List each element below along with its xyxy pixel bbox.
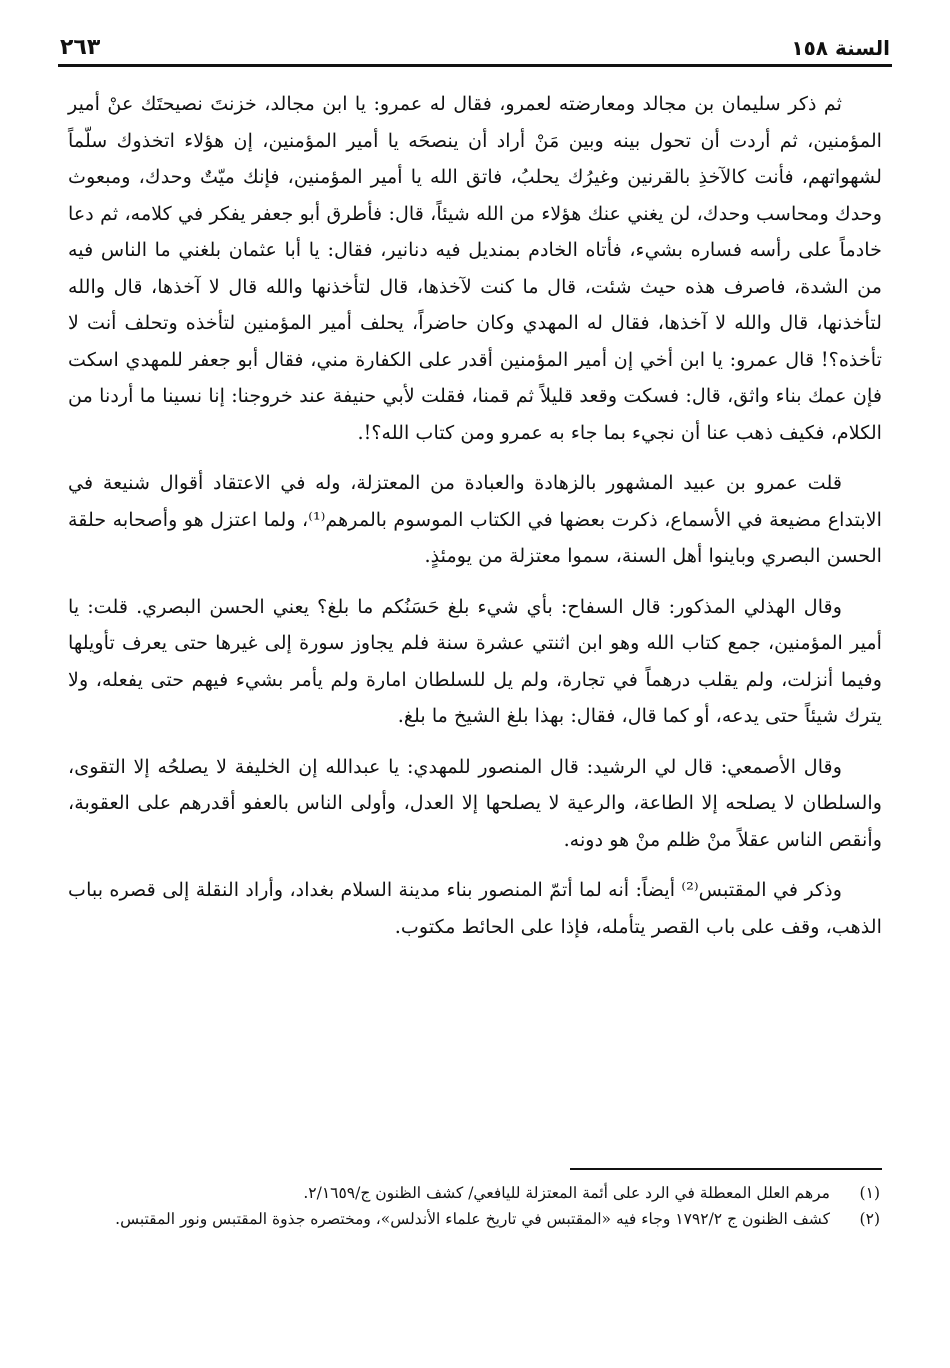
- paragraph: وقال الأصمعي: قال لي الرشيد: قال المنصور للمهدي: يا عبدالله إن الخليفة لا يصلحُه إلا التقوى، والسلطان لا يصلحه إلا الطاعة، والرعية لا يصلحها إلا العدل، وأولى الناس بالعفو أقدرهم على العقوبة، وأنقص الناس عقلاً منْ ظلم منْ هو دونه.: [68, 754, 882, 851]
- main-text: [68, 86, 882, 945]
- running-title: السنة ١٥٨: [791, 36, 890, 60]
- paragraph: وذكر في المقتبس⁽²⁾ أيضاً: أنه لما أتمّ المنصور بناء مدينة السلام بغداد، وأراد النقلة إلى قصره بباب الذهب، وقف على باب القصر يتأمله، فإذا على الحائط مكتوب.: [68, 878, 882, 938]
- footnote-number: (١): [859, 1184, 880, 1202]
- footnotes: [90, 1180, 880, 1232]
- page-number: ٢٦٣: [60, 35, 101, 60]
- footnote-text: مرهم العلل المعطلة في الرد على أئمة المعتزلة لليافعي/ كشف الظنون ج/٢/١٦٥٩.: [303, 1184, 830, 1202]
- footnote-number: (٢): [859, 1210, 880, 1228]
- paragraph: وقال الهذلي المذكور: قال السفاح: بأي شيء بلغ حَسَنُكم ما بلغ؟ يعني الحسن البصري. قلت: يا أمير المؤمنين، جمع كتاب الله وهو ابن اثنتي عشرة سنة فلم يجاوز سورة إلى غيرها حتى يعرف تأويلها وفيما أنزلت، ولم يقلب درهماً في تجارة، ولم يل للسلطان امارة ولم يأمر بشيء فيهم حتى يفعله، ولا يترك شيئاً حتى يدعه، أو كما قال، فقال: بهذا بلغ الشيخ ما بلغ.: [68, 594, 882, 727]
- paragraph: قلت عمرو بن عبيد المشهور بالزهادة والعبادة من المعتزلة، وله في الاعتقاد أقوال شنيعة في الابتداع مضيعة في الأسماع، ذكرت بعضها في الكتاب الموسوم بالمرهم⁽¹⁾، ولما اعتزل هو وأصحابه حلقة الحسن البصري وباينوا أهل السنة، سموا معتزلة من يومئذٍ.: [68, 471, 882, 567]
- page-header: [60, 30, 890, 60]
- footnote-text: كشف الظنون ج ١٧٩٢/٢ وجاء فيه «المقتبس في تاريخ علماء الأندلس»، ومختصره جذوة المقتبس ونور المقتبس.: [115, 1210, 830, 1228]
- header-rule: [58, 64, 892, 67]
- footnote: [90, 1180, 880, 1206]
- paragraph: ثم ذكر سليمان بن مجالد ومعارضته لعمرو، فقال له عمرو: يا ابن مجالد، خزنتَ نصيحتَك عنْ أمير المؤمنين، ثم أردت أن تحول بينه وبين مَنْ أراد أن ينصحَه يا أمير المؤمنين، إن هؤلاء اتخذوك سلّماً لشهواتهم، فأنت كالآخذِ بالقرنين وغيرُك يحلبُ، فاتق الله يا أمير المؤمنين، فإنك ميّتٌ وحدك، ومبعوث وحدك ومحاسب وحدك، لن يغني عنك هؤلاء من الله شيئاً، قال: فأطرق أبو جعفر يفكر في كلامه، ثم دعا خادماً على رأسه فساره بشيء، فأتاه الخادم بمنديل فيه دنانير، فقال: يا أبا عثمان بلغني ما الناس فيه من الشدة، فاصرف هذه حيث شئت، قال ما كنت لآخذها، قال لتأخذنها والله قال لا آخذها، قال والله لتأخذنها، قال والله لا آخذها، فقال له المهدي وكان حاضراً، يحلف أمير المؤمنين لتأخذه وتحلف أنت لا تأخذه؟! قال عمرو: يا ابن أخي إن أمير المؤمنين أقدر على الكفارة مني، فقال أبو جعفر للمهدي اسكت فإن عمك بناء واثق، قال: فسكت وقعد قليلاً ثم قمنا، فقلت لأبي حنيفة عند خروجنا: إنا نسينا ما أردنا من الكلام، فكيف ذهب عنا أن نجيء بما جاء به عمرو ومن كتاب الله؟!.: [68, 92, 882, 444]
- footnote-rule: [570, 1168, 882, 1170]
- footnote: [90, 1206, 880, 1232]
